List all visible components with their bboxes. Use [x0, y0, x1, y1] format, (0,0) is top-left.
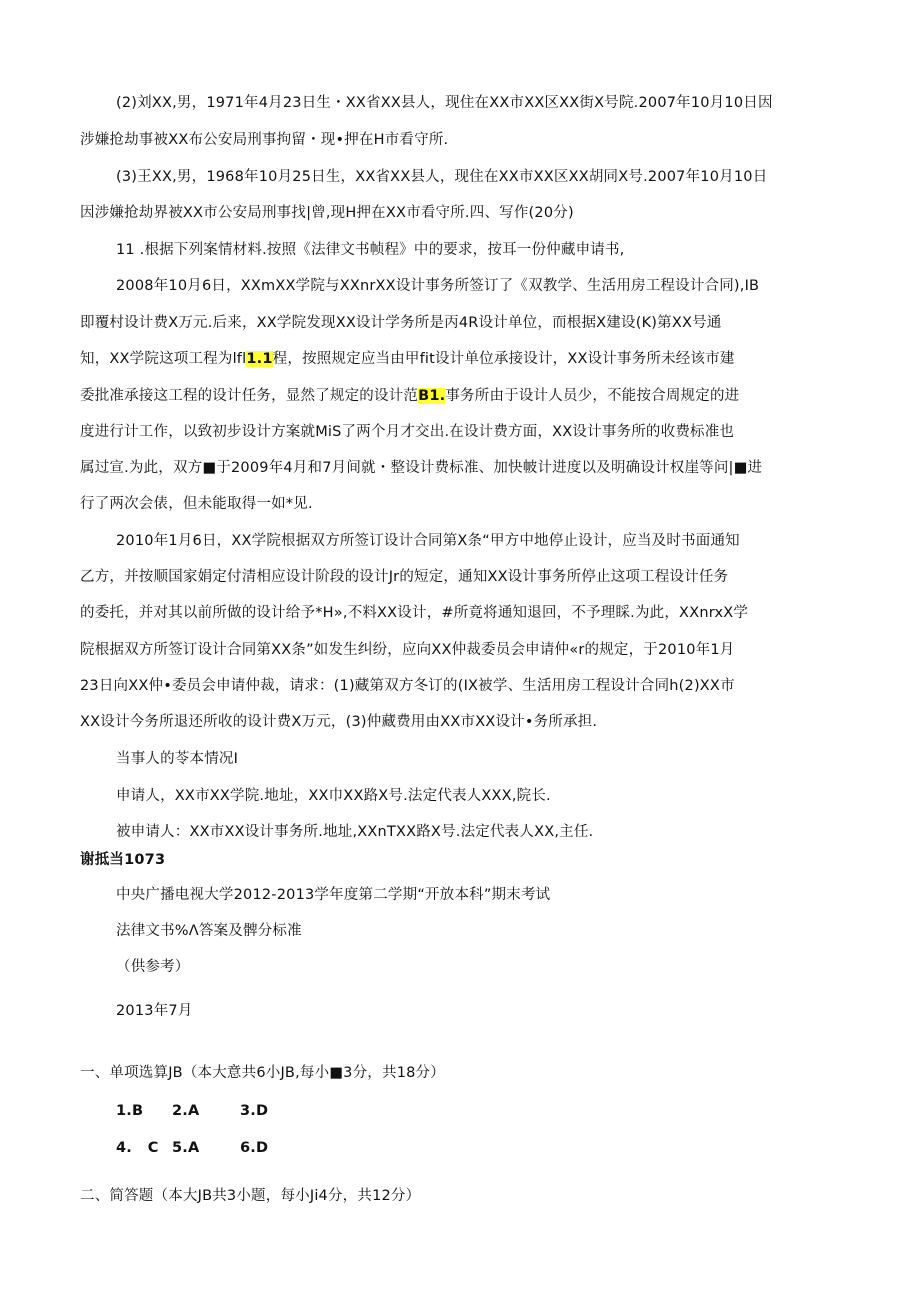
case1-line4: [80, 386, 739, 406]
case2-line3: 的委托，并对其以前所做的设计给予*H»,不料XX设计，#所竟将通知退回，不予理睬.为此，XXnrxX学: [80, 605, 749, 621]
party2-line2: 涉嫌抢劫事被XX布公安局刑事拘留・现•押在H市看守所.: [80, 132, 449, 148]
answer-item: 1.B: [116, 1103, 144, 1119]
footer-mark: 谢抵当1073: [80, 852, 166, 868]
case1-line3-b: 程，按照规定应当由甲fit设计单位承接设计，XX设计事务所未经该市建: [272, 351, 735, 367]
case1-line5: 度进行计工作，以致初步设计方案就MiS了两个月才交出.在设计费方面，XX设计事务所的收费标准也: [80, 424, 735, 440]
case2-line6: XX设计今务所退还所收的设计费X万元，(3)仲藏费用由XX市XX设计•务所承担.: [80, 714, 598, 730]
applicant-line: 申请人，XX市XX学院.地址，XX巾XX路X号.法定代表人XXX,院长.: [116, 788, 551, 804]
section1-heading: 一、单项选算JB（本大意共6小JB,每小■3分，共18分）: [80, 1065, 445, 1081]
section2-heading: 二、简答题（本大JB共3小题，每小Ji4分，共12分）: [80, 1188, 421, 1204]
answer-item: 6.D: [240, 1140, 269, 1156]
answer-title: 中央广播电视大学2012-2013学年度第二学期“开放本科”期末考试: [116, 887, 551, 903]
case2-line1: 2010年1月6日，XX学院根据双方所签订设计合同第X条“甲方中地停止设计，应当及时书面通知: [116, 533, 740, 549]
case1-line7: 行了两次会俵，但未能取得一如*见.: [80, 496, 313, 512]
reference-note: （供参考）: [116, 959, 190, 975]
party3-line1: (3)王XX,男，1968年10月25日生，XX省XX县人，现住在XX市XX区XX胡同X号.2007年10月10日: [116, 169, 768, 185]
case1-line4-a: 委批准承接这工程的设计任务，显然了规定的设计范: [80, 388, 419, 404]
case1-line4-b: 事务所由于设计人员少，不能按合周规定的进: [445, 388, 740, 404]
answer-date: 2013年7月: [116, 1003, 193, 1019]
answer-subtitle: 法律文书%Λ答案及髀分标准: [116, 923, 302, 939]
case2-line2: 乙方，并按顺国家娟定付清相应设计阶段的设计Jr的短定，通知XX设计事务所停止这项工程设计任务: [80, 569, 729, 585]
highlight-mark: B1.: [418, 388, 446, 404]
answer-item: 3.D: [240, 1103, 269, 1119]
party3-line2: 因涉嫌抢劫界被XX市公安局刑事找|曾,现H押在XX市看守所.四、写作(20分): [80, 205, 574, 221]
answer-item: 4. C: [116, 1140, 159, 1156]
case1-line3: [80, 349, 735, 369]
answer-item: 2.A: [172, 1103, 200, 1119]
case1-line1: 2008年10月6日，XXmXX学院与XXnrXX设计事务所签订了《双教学、生活用房工程设计合同),IB: [116, 278, 760, 294]
case1-line2: 即覆村设计费X万元.后来，XX学院发现XX设计学务所是丙4R设计单位，而根据X建设(K)第XX号通: [80, 315, 722, 331]
question-11: 11 .根据下列案情材料.按照《法律文书帧程》中的要求，按耳一份仲藏申请书,: [116, 242, 625, 258]
parties-heading: 当事人的苓本情况I: [116, 751, 239, 767]
answer-item: 5.A: [172, 1140, 200, 1156]
case1-line6: 属过宣.为此，双方■于2009年4月和7月间就・整设计费标准、加快帔计进度以及明确设计权崖等问|■进: [80, 460, 763, 476]
highlight-mark: 1.1: [246, 351, 273, 367]
party2-line1: (2)刘XX,男，1971年4月23日生・XX省XX县人，现住在XX市XX区XX街X号院.2007年10月10日因: [116, 95, 773, 111]
case2-line4: 院根据双方所签订设计合同第XX条”如发生纠纷，应向XX仲裁委员会申请仲«r的规定，于2010年1月: [80, 642, 735, 658]
respondent-line: 被申请人：XX市XX设计事务所.地址,XXnTXX路X号.法定代表人XX,主任.: [116, 824, 594, 840]
case1-line3-a: 知，XX学院这项工程为lfl: [80, 351, 247, 367]
case2-line5: 23日向XX仲•委员会申请仲裁，请求：(1)藏第双方冬订的(IX被学、生活用房工程设计合同h(2)XX市: [80, 678, 735, 694]
